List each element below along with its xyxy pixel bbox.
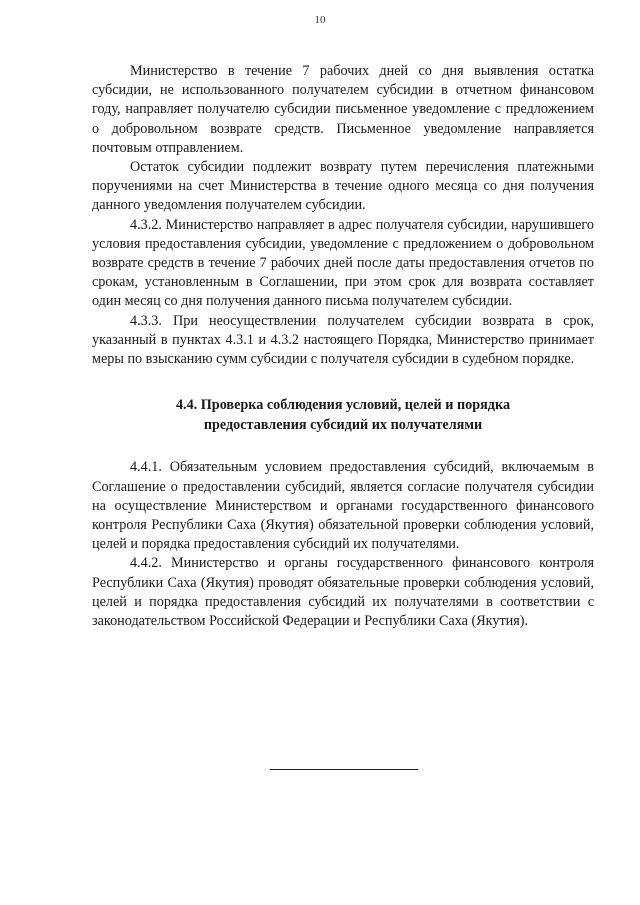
section-heading-line-2: предоставления субсидий их получателями (203, 416, 483, 433)
paragraph-remainder-notice: Министерство в течение 7 рабочих дней со дня выявления остатка субсидии, не использованного получателем субсидии в отчетном финансовом году, направляет получателю субсидии письменное уведомление с предложением о добровольном возврате средств. Письменное уведомление направляется почтовым отправлением. (92, 63, 594, 156)
paragraph-4-4-2: 4.4.2. Министерство и органы государственного финансового контроля Республики Саха (Якутия) проводят обязательные проверки соблюдения условий, целей и порядка предоставления субсидий их получателями в соответствии с законодательством Российской Федерации и Республики Саха (Якутия). (92, 555, 594, 630)
end-divider-line (270, 769, 418, 770)
paragraph-4-3-2: 4.3.2. Министерство направляет в адрес получателя субсидии, нарушившего условия предоставления субсидии, уведомление с предложением о добровольном возврате средств в течение 7 рабочих дней после даты предоставления отчетов по срокам, установленным в Соглашении, при этом срок для возврата составляет один месяц со дня получения данного письма получателем субсидии. (92, 216, 594, 310)
paragraph-4-3-3: 4.3.3. При неосуществлении получателем субсидии возврата в срок, указанный в пунктах 4.3.1 и 4.3.2 настоящего Порядка, Министерство принимает меры по взысканию сумм субсидии с получателя субсидии в судебном порядке. (92, 312, 594, 368)
section-heading-4-4 (92, 396, 594, 435)
document-body (92, 62, 594, 631)
paragraph-4-4-1: 4.4.1. Обязательным условием предоставления субсидий, включаемым в Соглашение о предоставлении субсидий, является согласие получателя субсидии на осуществление Министерством и органами государственного финансового контроля Республики Саха (Якутия) обязательной проверки соблюдения условий, целей и порядка предоставления субсидий их получателями. (92, 459, 594, 553)
paragraph-remainder-return: Остаток субсидии подлежит возврату путем перечисления платежными поручениями на счет Министерства в течение одного месяца со дня получения данного уведомления получателем субсидии. (92, 159, 594, 214)
section-heading-line-1: 4.4. Проверка соблюдения условий, целей и порядка (175, 397, 511, 414)
page-number: 10 (314, 14, 326, 26)
